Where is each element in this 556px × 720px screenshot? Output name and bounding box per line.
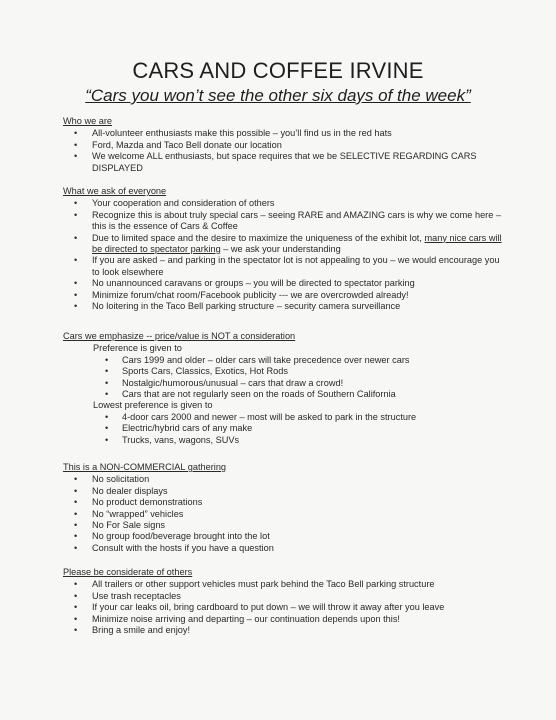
bullet-list	[63, 579, 503, 636]
list-item: • Minimize noise arriving and departing – our continuation depends upon this!	[63, 614, 503, 625]
lowest-preference-label: Lowest preference is given to	[93, 400, 213, 411]
section-heading: Please be considerate of others	[63, 567, 193, 577]
bullet-list	[93, 412, 503, 446]
bullet-list	[63, 474, 503, 554]
section-what-we-ask	[63, 186, 503, 312]
list-item: • Recognize this is about truly special cars – seeing RARE and AMAZING cars is why we come here – this is the essence of Cars & Coffee	[63, 210, 503, 233]
list-item: • If you are asked – and parking in the spectator lot is not appealing to you – we would encourage you to look elsewhere	[63, 255, 503, 278]
preference-group	[63, 343, 503, 446]
preference-label: Preference is given to	[93, 343, 182, 354]
list-item: • No group food/beverage brought into the lot	[63, 531, 503, 542]
bullet-list	[63, 198, 503, 312]
page-subtitle: “Cars you won’t see the other six days of the week”	[85, 86, 471, 105]
list-item: • Nostalgic/humorous/unusual – cars that draw a crowd!	[93, 378, 503, 389]
list-item: • No “wrapped” vehicles	[63, 509, 503, 520]
section-heading: This is a NON-COMMERCIAL gathering	[63, 462, 227, 472]
list-item: • No dealer displays	[63, 486, 503, 497]
page-title: CARS AND COFFEE IRVINE	[132, 58, 424, 83]
list-item: • Consult with the hosts if you have a question	[63, 543, 503, 554]
list-item: • Minimize forum/chat room/Facebook publicity --- we are overcrowded already!	[63, 290, 503, 301]
list-item: • No unannounced caravans or groups – you will be directed to spectator parking	[63, 278, 503, 289]
list-item	[63, 233, 503, 256]
section-heading: Cars we emphasize -- price/value is NOT a consideration	[63, 331, 296, 341]
list-item-text: Due to limited space and the desire to maximize the uniqueness of the exhibit lot,	[92, 232, 422, 243]
list-item: • Cars that are not regularly seen on the roads of Southern California	[93, 389, 503, 400]
list-item: • All trailers or other support vehicles must park behind the Taco Bell parking structure	[63, 579, 503, 590]
list-item: • No solicitation	[63, 474, 503, 485]
list-item: • No For Sale signs	[63, 520, 503, 531]
list-item: • Ford, Mazda and Taco Bell donate our location	[63, 140, 503, 151]
section-non-commercial	[63, 462, 503, 554]
section-who-we-are	[63, 116, 503, 174]
list-item: • No product demonstrations	[63, 497, 503, 508]
list-item: • Trucks, vans, wagons, SUVs	[93, 435, 503, 446]
list-item: • If your car leaks oil, bring cardboard to put down – we will throw it away after you leave	[63, 602, 503, 613]
list-item: • No loitering in the Taco Bell parking structure – security camera surveillance	[63, 301, 503, 312]
list-item-tail: – we ask your understanding	[220, 244, 341, 255]
bullet-list	[93, 355, 503, 401]
list-item: • 4-door cars 2000 and newer – most will be asked to park in the structure	[93, 412, 503, 423]
list-item: • Bring a smile and enjoy!	[63, 625, 503, 636]
list-item: • We welcome ALL enthusiasts, but space requires that we be SELECTIVE REGARDING CARS DISPLAYED	[63, 151, 503, 174]
list-item: • Sports Cars, Classics, Exotics, Hot Rods	[93, 366, 503, 377]
list-item: • Your cooperation and consideration of others	[63, 198, 503, 209]
section-heading: What we ask of everyone	[63, 186, 167, 196]
list-item: • Use trash receptacles	[63, 591, 503, 602]
section-cars-we-emphasize	[63, 331, 503, 446]
section-heading: Who we are	[63, 116, 113, 126]
section-considerate	[63, 567, 503, 636]
bullet-list	[63, 128, 503, 174]
list-item: • Cars 1999 and older – older cars will take precedence over newer cars	[93, 355, 503, 366]
list-item: • All-volunteer enthusiasts make this possible – you’ll find us in the red hats	[63, 128, 503, 139]
underlined-text: many nice cars will be directed to spectator parking	[92, 232, 502, 255]
list-item: • Electric/hybrid cars of any make	[93, 423, 503, 434]
